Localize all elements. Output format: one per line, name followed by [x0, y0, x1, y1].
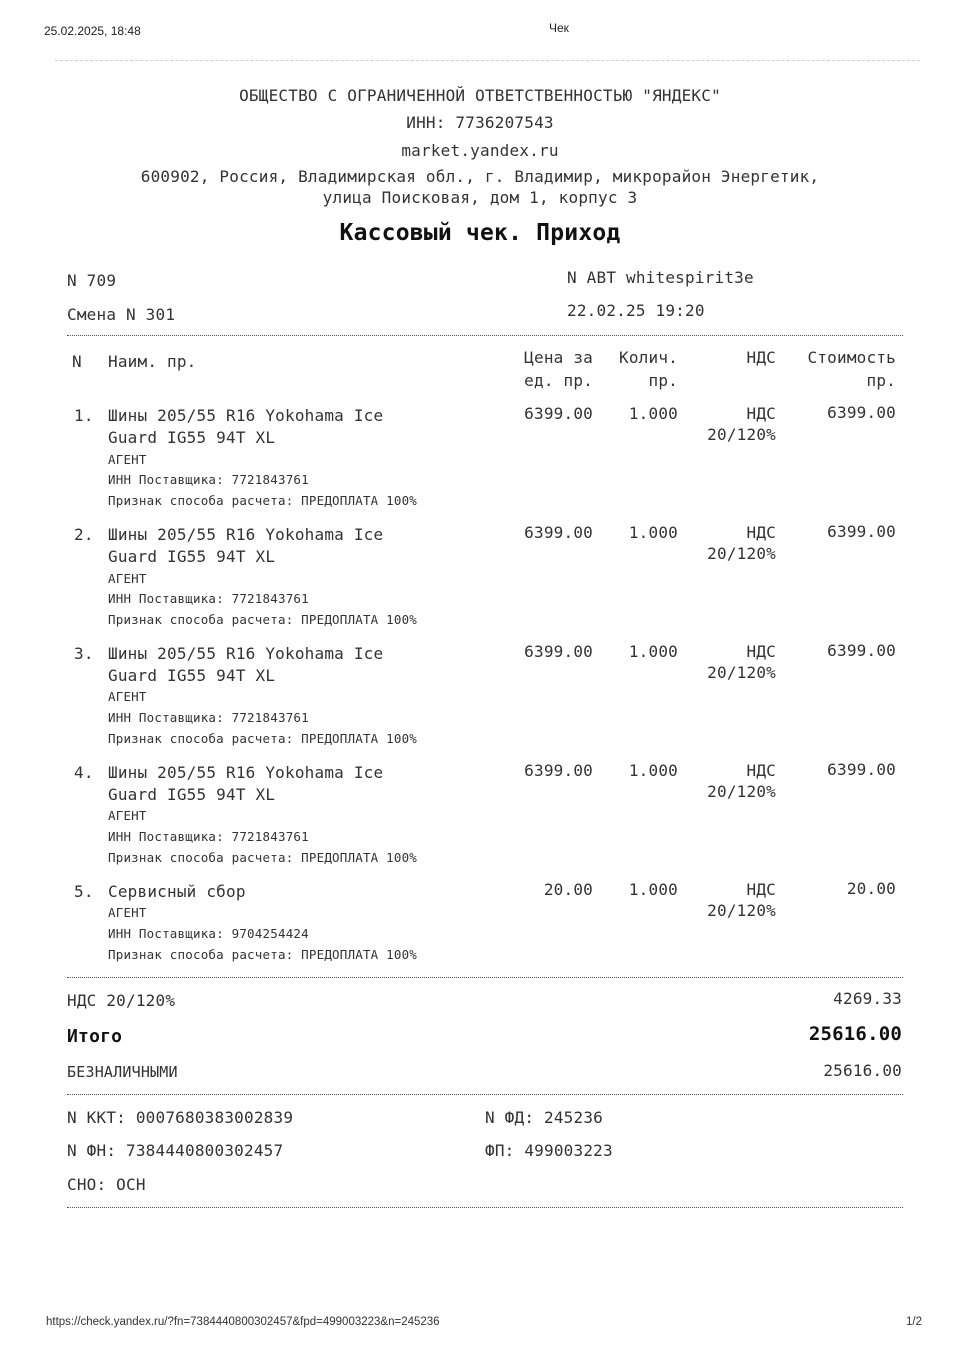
item-payment-method: Признак способа расчета: ПРЕДОПЛАТА 100% [108, 850, 418, 865]
print-url: https://check.yandex.ru/?fn=7384440800302457&fpd=499003223&n=245236 [46, 1316, 440, 1328]
item-name: Шины 205/55 R16 Yokohama Ice [108, 763, 384, 782]
item-supplier-inn: ИНН Поставщика: 9704254424 [108, 926, 309, 941]
item-name: Шины 205/55 R16 Yokohama Ice [108, 525, 384, 544]
item-cost: 6399.00 [827, 641, 896, 660]
item-vat: НДС [746, 761, 776, 780]
org-site: market.yandex.ru [401, 141, 559, 160]
item-name-line2: Guard IG55 94T XL [108, 785, 276, 804]
print-datetime: 25.02.2025, 18:48 [44, 24, 141, 38]
header-divider [55, 60, 920, 61]
item-name: Шины 205/55 R16 Yokohama Ice [108, 644, 384, 663]
receipt-datetime: 22.02.25 19:20 [567, 301, 705, 320]
org-address-line1: 600902, Россия, Владимирская обл., г. Владимир, микрорайон Энергетик, [140, 167, 820, 186]
item-vat: НДС [746, 642, 776, 661]
cashless-value: 25616.00 [823, 1061, 902, 1080]
print-title: Чек [549, 21, 569, 35]
total-value: 25616.00 [808, 1023, 902, 1045]
item-cost: 6399.00 [827, 522, 896, 541]
item-price: 6399.00 [524, 642, 593, 661]
item-price: 6399.00 [524, 523, 593, 542]
item-number: 4. [74, 763, 94, 782]
org-name: ОБЩЕСТВО С ОГРАНИЧЕННОЙ ОТВЕТСТВЕННОСТЬЮ "ЯНДЕКС" [239, 86, 721, 105]
org-inn: ИНН: 7736207543 [406, 113, 554, 132]
item-cost: 6399.00 [827, 403, 896, 422]
vat-total-value: 4269.33 [833, 989, 902, 1008]
item-agent: АГЕНТ [108, 808, 147, 823]
item-agent: АГЕНТ [108, 571, 147, 586]
cashless-label: БЕЗНАЛИЧНЫМИ [67, 1063, 178, 1081]
receipt-shift: Смена N 301 [67, 305, 176, 324]
item-number: 2. [74, 525, 94, 544]
fn-number: N ФН: 7384440800302457 [67, 1141, 284, 1160]
item-qty: 1.000 [628, 880, 678, 899]
item-vat: НДС [746, 880, 776, 899]
org-address-line2: улица Поисковая, дом 1, корпус 3 [322, 188, 638, 207]
divider [67, 1094, 903, 1095]
item-qty: 1.000 [628, 523, 678, 542]
item-vat-rate: 20/120% [707, 663, 776, 682]
item-name-line2: Guard IG55 94T XL [108, 547, 276, 566]
col-header-cost: Стоимость [807, 348, 896, 367]
divider [67, 335, 903, 336]
kkt-number: N ККТ: 0007680383002839 [67, 1108, 294, 1127]
col-header-qty-2: пр. [648, 371, 678, 390]
item-payment-method: Признак способа расчета: ПРЕДОПЛАТА 100% [108, 947, 418, 962]
divider [67, 977, 903, 978]
item-supplier-inn: ИНН Поставщика: 7721843761 [108, 829, 309, 844]
item-cost: 20.00 [846, 879, 896, 898]
item-supplier-inn: ИНН Поставщика: 7721843761 [108, 710, 309, 725]
item-price: 6399.00 [524, 761, 593, 780]
item-payment-method: Признак способа расчета: ПРЕДОПЛАТА 100% [108, 731, 418, 746]
item-vat-rate: 20/120% [707, 544, 776, 563]
tax-system: СНО: ОСН [67, 1175, 146, 1194]
col-header-qty: Колич. [619, 348, 678, 367]
item-name-line2: Guard IG55 94T XL [108, 666, 276, 685]
receipt-title: Кассовый чек. Приход [339, 220, 621, 246]
receipt-auto-number: N АВТ whitespirit3e [567, 268, 754, 287]
item-vat: НДС [746, 404, 776, 423]
item-name: Шины 205/55 R16 Yokohama Ice [108, 406, 384, 425]
item-qty: 1.000 [628, 404, 678, 423]
col-header-n: N [72, 352, 82, 371]
item-agent: АГЕНТ [108, 689, 147, 704]
item-name-line2: Guard IG55 94T XL [108, 428, 276, 447]
receipt-number: N 709 [67, 271, 117, 290]
col-header-name: Наим. пр. [108, 352, 197, 371]
item-cost: 6399.00 [827, 760, 896, 779]
col-header-vat: НДС [746, 348, 776, 367]
vat-total-label: НДС 20/120% [67, 991, 176, 1010]
item-number: 1. [74, 406, 94, 425]
item-vat: НДС [746, 523, 776, 542]
item-supplier-inn: ИНН Поставщика: 7721843761 [108, 591, 309, 606]
item-qty: 1.000 [628, 642, 678, 661]
col-header-price-2: ед. пр. [524, 371, 593, 390]
item-name: Сервисный сбор [108, 882, 246, 901]
item-price: 6399.00 [524, 404, 593, 423]
item-number: 5. [74, 882, 94, 901]
item-vat-rate: 20/120% [707, 425, 776, 444]
item-payment-method: Признак способа расчета: ПРЕДОПЛАТА 100% [108, 612, 418, 627]
col-header-price: Цена за [524, 348, 593, 367]
item-qty: 1.000 [628, 761, 678, 780]
item-vat-rate: 20/120% [707, 782, 776, 801]
item-vat-rate: 20/120% [707, 901, 776, 920]
divider [67, 1207, 903, 1208]
item-agent: АГЕНТ [108, 905, 147, 920]
col-header-cost-2: пр. [866, 371, 896, 390]
fd-number: N ФД: 245236 [485, 1108, 603, 1127]
item-payment-method: Признак способа расчета: ПРЕДОПЛАТА 100% [108, 493, 418, 508]
total-label: Итого [67, 1026, 123, 1047]
fp-number: ФП: 499003223 [485, 1141, 613, 1160]
item-price: 20.00 [543, 880, 593, 899]
item-number: 3. [74, 644, 94, 663]
item-agent: АГЕНТ [108, 452, 147, 467]
item-supplier-inn: ИНН Поставщика: 7721843761 [108, 472, 309, 487]
print-page-number: 1/2 [906, 1316, 922, 1328]
